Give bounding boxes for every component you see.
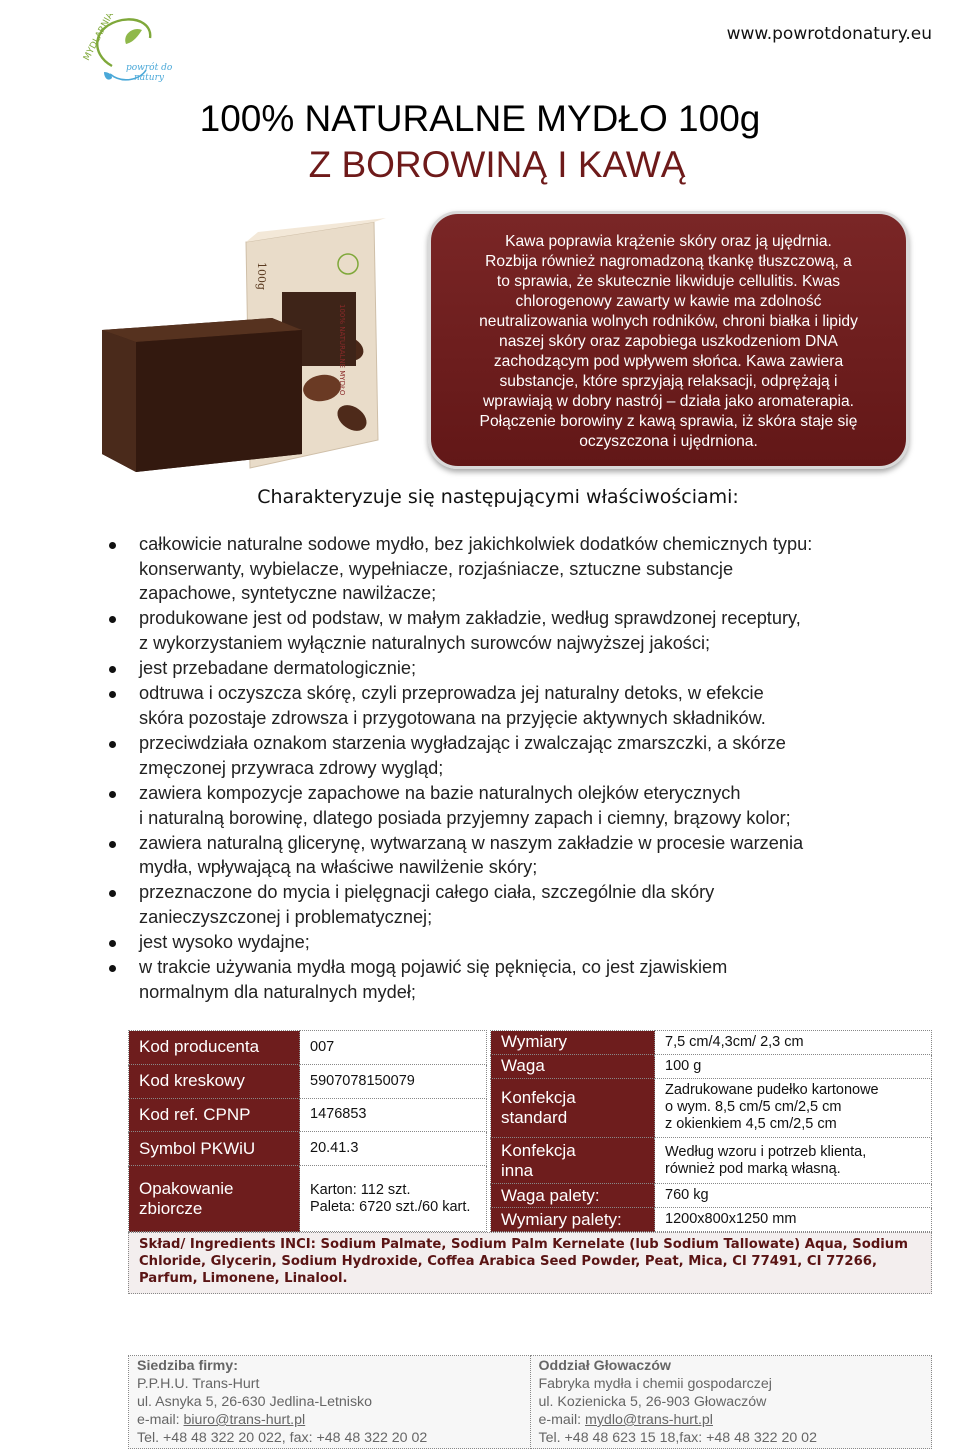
info-line: naszej skóry oraz zapobiega uszkodzeniom DNA — [499, 333, 838, 350]
svg-text:natury: natury — [134, 73, 164, 83]
spec-right-row — [491, 1208, 932, 1232]
feature-item — [108, 955, 928, 1004]
feature-item — [108, 681, 928, 730]
feature-line: przeciwdziała oznakom starzenia wygładzając i zwalczając zmarszczki, a skórze — [139, 733, 786, 754]
value-line: 1476853 — [310, 1106, 367, 1123]
spec-right-label — [491, 1184, 655, 1208]
footer-line: ul. Kozienicka 5, 26-903 Głowaczów — [538, 1394, 767, 1410]
value-line: z okienkiem 4,5 cm/2,5 cm — [665, 1116, 837, 1133]
spec-right-row — [491, 1078, 932, 1137]
value-line: Zadrukowane pudełko kartonowe — [665, 1082, 879, 1099]
spec-left-row — [129, 1031, 487, 1065]
feature-line: i naturalną borowinę, dlatego posiada przyjemny zapach i ciemny, brązowy kolor; — [139, 807, 791, 828]
spec-left-label — [129, 1132, 300, 1166]
feature-line: z wykorzystaniem wyłącznie naturalnych surowców najwyższej jakości; — [139, 632, 711, 653]
value-line: 1200x800x1250 mm — [665, 1211, 797, 1228]
value-line: Karton: 112 szt. — [310, 1181, 411, 1198]
spec-left-row — [129, 1166, 487, 1232]
spec-left-label — [129, 1098, 300, 1132]
label-line: Konfekcja — [501, 1087, 576, 1107]
spec-right-row — [491, 1137, 932, 1184]
spec-left-row — [129, 1098, 487, 1132]
spec-left-label — [129, 1064, 300, 1098]
spec-left-label — [129, 1166, 300, 1232]
bullet-icon — [109, 616, 116, 623]
value-line: 760 kg — [665, 1187, 709, 1204]
email-link[interactable]: biuro@trans-hurt.pl — [183, 1412, 306, 1428]
label-line: Konfekcja — [501, 1140, 576, 1160]
spec-left-value — [300, 1132, 487, 1166]
spec-right-row — [491, 1054, 932, 1078]
footer-line: e-mail: biuro@trans-hurt.pl — [137, 1412, 306, 1428]
spec-table-right — [490, 1030, 932, 1232]
spec-right-label — [491, 1078, 655, 1137]
label-line: Symbol PKWiU — [139, 1138, 256, 1158]
bullet-icon — [109, 666, 116, 673]
feature-item — [108, 656, 928, 681]
brand-logo — [82, 14, 172, 92]
info-box — [428, 211, 909, 469]
spec-right-value — [655, 1054, 932, 1078]
spec-left-value — [300, 1064, 487, 1098]
bullet-icon — [109, 890, 116, 897]
value-line: również pod marką własną. — [665, 1160, 841, 1177]
label-line: Waga — [501, 1056, 545, 1076]
spec-left-value — [300, 1166, 487, 1232]
spec-left-row — [129, 1132, 487, 1166]
spec-right-row — [491, 1184, 932, 1208]
spec-left-value — [300, 1098, 487, 1132]
info-line: wprawiają w dobry nastrój – działa jako aromaterapia. — [483, 393, 854, 410]
value-line: 100 g — [665, 1057, 702, 1074]
feature-line: jest przebadane dermatologicznie; — [139, 658, 417, 679]
label-line: zbiorcze — [139, 1198, 203, 1218]
feature-line: w trakcie używania mydła mogą pojawić się pęknięcia, co jest zjawiskiem — [139, 957, 728, 978]
info-line: neutralizowania wolnych rodników, chroni białka i lipidy — [479, 313, 858, 330]
value-line: Według wzoru i potrzeb klienta, — [665, 1143, 867, 1160]
feature-item — [108, 880, 928, 929]
feature-line: zapachowe, syntetyczne nawilżacze; — [139, 583, 437, 604]
footer-line: Tel. +48 48 322 20 022, fax: +48 48 322 20 02 — [137, 1430, 428, 1446]
spec-right-row — [491, 1031, 932, 1055]
spec-right-value — [655, 1137, 932, 1184]
footer-line: Fabryka mydła i chemii gospodarczej — [538, 1376, 772, 1392]
footer-line: P.P.H.U. Trans-Hurt — [137, 1376, 260, 1392]
bullet-icon — [109, 791, 116, 798]
footer-line: e-mail: mydlo@trans-hurt.pl — [538, 1412, 713, 1428]
box-label: 100% NATURALNE MYDŁO — [338, 304, 346, 396]
spec-right-label — [491, 1208, 655, 1232]
svg-text:powrót do: powrót do — [126, 63, 172, 73]
bullet-icon — [109, 841, 116, 848]
value-line: 007 — [310, 1038, 335, 1055]
feature-item — [108, 532, 928, 606]
info-line: substancje, które sprzyjają relaksacji, odprężają i — [499, 373, 838, 390]
spec-left-value — [300, 1031, 487, 1065]
feature-line: produkowane jest od podstaw, w małym zakładzie, według sprawdzonej receptury, — [139, 608, 801, 629]
spec-right-value — [655, 1208, 932, 1232]
email-link[interactable]: mydlo@trans-hurt.pl — [585, 1412, 713, 1428]
bullet-icon — [109, 940, 116, 947]
label-line: Kod producenta — [139, 1037, 260, 1057]
spec-right-label — [491, 1031, 655, 1055]
feature-line: zmęczonej przywraca zdrowy wygląd; — [139, 757, 444, 778]
info-line: Kawa poprawia krążenie skóry oraz ją ujędrnia. — [505, 233, 832, 250]
info-line: oczyszczona i ujędrniona. — [579, 433, 758, 450]
spec-left-label — [129, 1031, 300, 1065]
label-line: Waga palety: — [501, 1185, 600, 1205]
feature-item — [108, 831, 928, 880]
footer-heading: Oddział Głowaczów — [538, 1358, 671, 1374]
spec-table-left — [128, 1030, 487, 1232]
value-line: Paleta: 6720 szt./60 kart. — [310, 1198, 471, 1215]
svg-text:MYDLARNIA: MYDLARNIA — [82, 14, 116, 63]
website-url[interactable]: www.powrotdonatury.eu — [726, 24, 932, 44]
ingredients-box: Skład/ Ingredients INCI: Sodium Palmate, Sodium Palm Kernelate (lub Sodium Tallowate) Aqua, Sodium Chloride, Glycerin, Sodium Hydroxide, Coffea Arabica Seed Powder, Peat, Mica, CI 77491, CI 77266, Parfum, Limonene, Linalool. — [128, 1232, 932, 1294]
footer-branch — [530, 1356, 932, 1449]
product-title: 100% NATURALNE MYDŁO 100g — [199, 98, 761, 139]
label-line: inna — [501, 1160, 534, 1180]
features-heading: Charakteryzuje się następującymi właściwościami: — [257, 486, 739, 508]
spec-right-value — [655, 1184, 932, 1208]
footer-heading: Siedziba firmy: — [137, 1358, 238, 1374]
spec-right-label — [491, 1137, 655, 1184]
label-line: Opakowanie — [139, 1178, 234, 1198]
feature-line: jest wysoko wydajne; — [139, 932, 310, 953]
info-line: Połączenie borowiny z kawą sprawia, iż skóra staje się — [479, 413, 858, 430]
spec-left-row — [129, 1064, 487, 1098]
bullet-icon — [109, 965, 116, 972]
label-line: Wymiary — [501, 1032, 567, 1052]
spec-right-label — [491, 1054, 655, 1078]
features-list — [108, 532, 928, 1005]
info-line: zachodzącym pod wpływem słońca. Kawa zawiera — [493, 353, 844, 370]
info-line: chlorogenowy zawarty w kawie ma zdolność — [515, 293, 822, 310]
spec-right-value — [655, 1078, 932, 1137]
bullet-icon — [109, 741, 116, 748]
product-image — [96, 218, 406, 480]
feature-item — [108, 731, 928, 780]
label-line: Kod kreskowy — [139, 1071, 245, 1091]
feature-line: zanieczyszczonej i problematycznej; — [139, 907, 433, 928]
feature-item — [108, 930, 928, 955]
feature-line: odtruwa i oczyszcza skórę, czyli przeprowadza jej naturalny detoks, w efekcie — [139, 683, 764, 704]
feature-line: mydła, wpływającą na właściwe nawilżenie skóry; — [139, 857, 538, 878]
feature-line: całkowicie naturalne sodowe mydło, bez jakichkolwiek dodatków chemicznych typu: — [139, 534, 813, 554]
feature-line: skóra pozostaje zdrowsza i przygotowana na przyjęcie aktywnych składników. — [139, 707, 766, 728]
value-line: o wym. 8,5 cm/5 cm/2,5 cm — [665, 1099, 842, 1116]
feature-line: zawiera kompozycje zapachowe na bazie naturalnych olejków eterycznych — [139, 782, 741, 803]
feature-line: przeznaczone do mycia i pielęgnacji całego ciała, szczególnie dla skóry — [139, 882, 715, 903]
feature-item — [108, 781, 928, 830]
feature-line: normalnym dla naturalnych mydeł; — [139, 982, 416, 1003]
label-line: Wymiary palety: — [501, 1209, 622, 1229]
feature-line: zawiera naturalną glicerynę, wytwarzaną w naszym zakładzie w procesie warzenia — [139, 832, 804, 853]
footer-line: ul. Asnyka 5, 26-630 Jedlina-Letnisko — [137, 1394, 373, 1410]
value-line: 5907078150079 — [310, 1072, 415, 1089]
label-line: Kod ref. CPNP — [139, 1104, 251, 1124]
footer-line: Tel. +48 48 623 15 18,fax: +48 48 322 20 02 — [538, 1430, 817, 1446]
value-line: 7,5 cm/4,3cm/ 2,3 cm — [665, 1033, 804, 1050]
bullet-icon — [109, 691, 116, 698]
spec-right-value — [655, 1031, 932, 1055]
info-line: Rozbija również nagromadzoną tkankę tłuszczową, a — [485, 253, 852, 270]
box-weight-label: 100g — [255, 262, 268, 291]
bullet-icon — [109, 542, 116, 549]
feature-line: konserwanty, wybielacze, wypełniacze, rozjaśniacze, sztuczne substancje — [139, 558, 734, 579]
product-subtitle: Z BOROWINĄ I KAWĄ — [308, 144, 686, 185]
label-line: standard — [501, 1107, 568, 1127]
info-line: to sprawia, że skutecznie likwiduje cellulitis. Kwas — [496, 273, 841, 290]
feature-item — [108, 606, 928, 655]
footer-headquarters — [129, 1356, 531, 1449]
value-line: 20.41.3 — [310, 1140, 359, 1157]
footer-contacts — [128, 1355, 932, 1449]
